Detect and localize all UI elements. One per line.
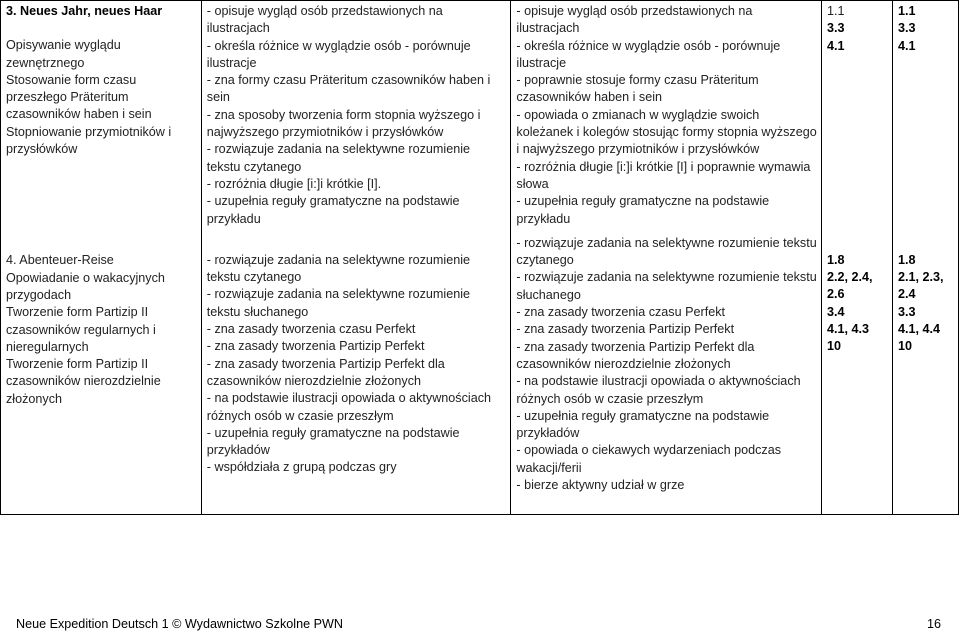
curriculum-ref: 2.2, 2.4, bbox=[827, 270, 873, 285]
requirement-item: - określa różnice w wyglądzie osób - porównuje ilustracje bbox=[516, 38, 781, 70]
requirement-item: - na podstawie ilustracji opowiada o aktywnościach różnych osób w czasie przeszłym bbox=[516, 374, 801, 406]
table-row bbox=[1, 1, 959, 515]
topic-line: Opisywanie wyglądu zewnętrznego bbox=[6, 38, 121, 70]
curriculum-ref: 4.1, 4.4 bbox=[897, 322, 940, 337]
curriculum-ref: 2.1, 2.3, bbox=[897, 270, 944, 285]
requirement-item: - rozwiązuje zadania na selektywne rozumienie tekstu czytanego bbox=[206, 252, 470, 285]
requirement-item: - rozróżnia długie [i:]i krótkie [I]. bbox=[206, 176, 382, 191]
curriculum-ref: 1.8 bbox=[827, 252, 845, 267]
requirement-item: - rozwiązuje zadania na selektywne rozumienie tekstu czytanego bbox=[516, 235, 817, 268]
requirement-item: - rozwiązuje zadania na selektywne rozumienie tekstu słuchanego bbox=[516, 270, 817, 302]
requirement-item: - opowiada o zmianach w wyglądzie swoich koleżanek i kolegów stosując formy stopnia wyższego i najwyższego przymiotników i przysłówków bbox=[516, 107, 817, 157]
curriculum-ref: 4.1, 4.3 bbox=[827, 322, 870, 337]
curriculum-ref: 3.3 bbox=[897, 304, 916, 319]
curriculum-ref: 1.1 bbox=[897, 4, 916, 18]
topic-line: Stopniowanie przymiotników i przysłówków bbox=[6, 124, 172, 157]
footer-text: Neue Expedition Deutsch 1 © Wydawnictwo Szkolne PWN bbox=[16, 617, 343, 631]
topic-line: Opowiadanie o wakacyjnych przygodach bbox=[6, 270, 165, 302]
topic-cell bbox=[1, 1, 202, 515]
reference-extended-cell bbox=[892, 1, 958, 515]
requirement-item: - zna zasady tworzenia czasu Perfekt bbox=[206, 322, 416, 337]
requirement-item: - zna zasady tworzenia Partizip Perfekt bbox=[516, 322, 735, 337]
requirement-item: - zna formy czasu Präteritum czasowników haben i sein bbox=[206, 73, 491, 105]
curriculum-ref: 3.3 bbox=[897, 21, 916, 36]
curriculum-ref: 3.4 bbox=[827, 304, 845, 319]
page-number: 16 bbox=[926, 617, 941, 631]
requirement-item: - zna zasady tworzenia Partizip Perfekt dla czasowników nierozdzielnie złożonych bbox=[206, 356, 445, 388]
requirement-item: - rozwiązuje zadania na selektywne rozumienie tekstu czytanego bbox=[206, 142, 470, 174]
curriculum-ref: 10 bbox=[827, 339, 842, 354]
requirement-item: - uzupełnia reguły gramatyczne na podstawie przykładu bbox=[206, 194, 460, 226]
requirement-item: - opowiada o ciekawych wydarzeniach podczas wakacji/ferii bbox=[516, 443, 782, 475]
curriculum-ref: 10 bbox=[897, 339, 912, 354]
basic-requirements-cell bbox=[201, 1, 511, 515]
requirement-item: - bierze aktywny udział w grze bbox=[516, 478, 685, 493]
requirement-item: - określa różnice w wyglądzie osób - porównuje ilustracje bbox=[206, 38, 471, 70]
curriculum-ref: 2.4 bbox=[897, 287, 916, 302]
reference-basic-cell bbox=[822, 1, 893, 515]
requirement-item: - rozwiązuje zadania na selektywne rozumienie tekstu słuchanego bbox=[206, 287, 470, 319]
requirement-item: - współdziała z grupą podczas gry bbox=[206, 460, 397, 475]
curriculum-ref: 3.3 bbox=[827, 21, 845, 36]
extended-requirements-cell bbox=[511, 1, 822, 515]
topic-title: 3. Neues Jahr, neues Haar bbox=[6, 4, 163, 18]
topic-title: 4. Abenteuer-Reise bbox=[6, 253, 114, 268]
requirement-item: - uzupełnia reguły gramatyczne na podstawie przykładu bbox=[516, 194, 770, 226]
curriculum-ref: 1.8 bbox=[897, 252, 916, 267]
requirement-item: - rozróżnia długie [i:]i krótkie [I] i poprawnie wymawia słowa bbox=[516, 159, 811, 191]
topic-line: Tworzenie form Partizip II czasowników regularnych i nieregularnych bbox=[6, 305, 156, 354]
requirement-item: - poprawnie stosuje formy czasu Präteritum czasowników haben i sein bbox=[516, 73, 759, 105]
requirement-item: - uzupełnia reguły gramatyczne na podstawie przykładów bbox=[206, 425, 460, 458]
curriculum-ref: 2.6 bbox=[827, 287, 845, 302]
requirement-item: - zna zasady tworzenia Partizip Perfekt dla czasowników nierozdzielnie złożonych bbox=[516, 339, 755, 371]
requirement-item: - opisuje wygląd osób przedstawionych na ilustracjach bbox=[206, 4, 443, 36]
topic-line: Stosowanie form czasu przeszłego Präteritum czasowników haben i sein bbox=[6, 72, 152, 122]
requirement-item: - opisuje wygląd osób przedstawionych na ilustracjach bbox=[516, 4, 753, 36]
requirement-item: - zna zasady tworzenia czasu Perfekt bbox=[516, 305, 725, 320]
curriculum-ref: 4.1 bbox=[827, 38, 845, 53]
requirement-item: - zna sposoby tworzenia form stopnia wyższego i najwyższego przymiotników i przysłówków bbox=[206, 107, 481, 140]
requirement-item: - zna zasady tworzenia Partizip Perfekt bbox=[206, 339, 425, 354]
page-footer bbox=[16, 617, 941, 633]
curriculum-ref: 1.1 bbox=[827, 4, 845, 18]
requirement-item: - uzupełnia reguły gramatyczne na podstawie przykładów bbox=[516, 408, 770, 441]
topic-line: Tworzenie form Partizip II czasowników nierozdzielnie złożonych bbox=[6, 357, 161, 406]
requirement-item: - na podstawie ilustracji opowiada o aktywnościach różnych osób w czasie przeszłym bbox=[206, 391, 492, 423]
curriculum-ref: 4.1 bbox=[897, 38, 916, 53]
